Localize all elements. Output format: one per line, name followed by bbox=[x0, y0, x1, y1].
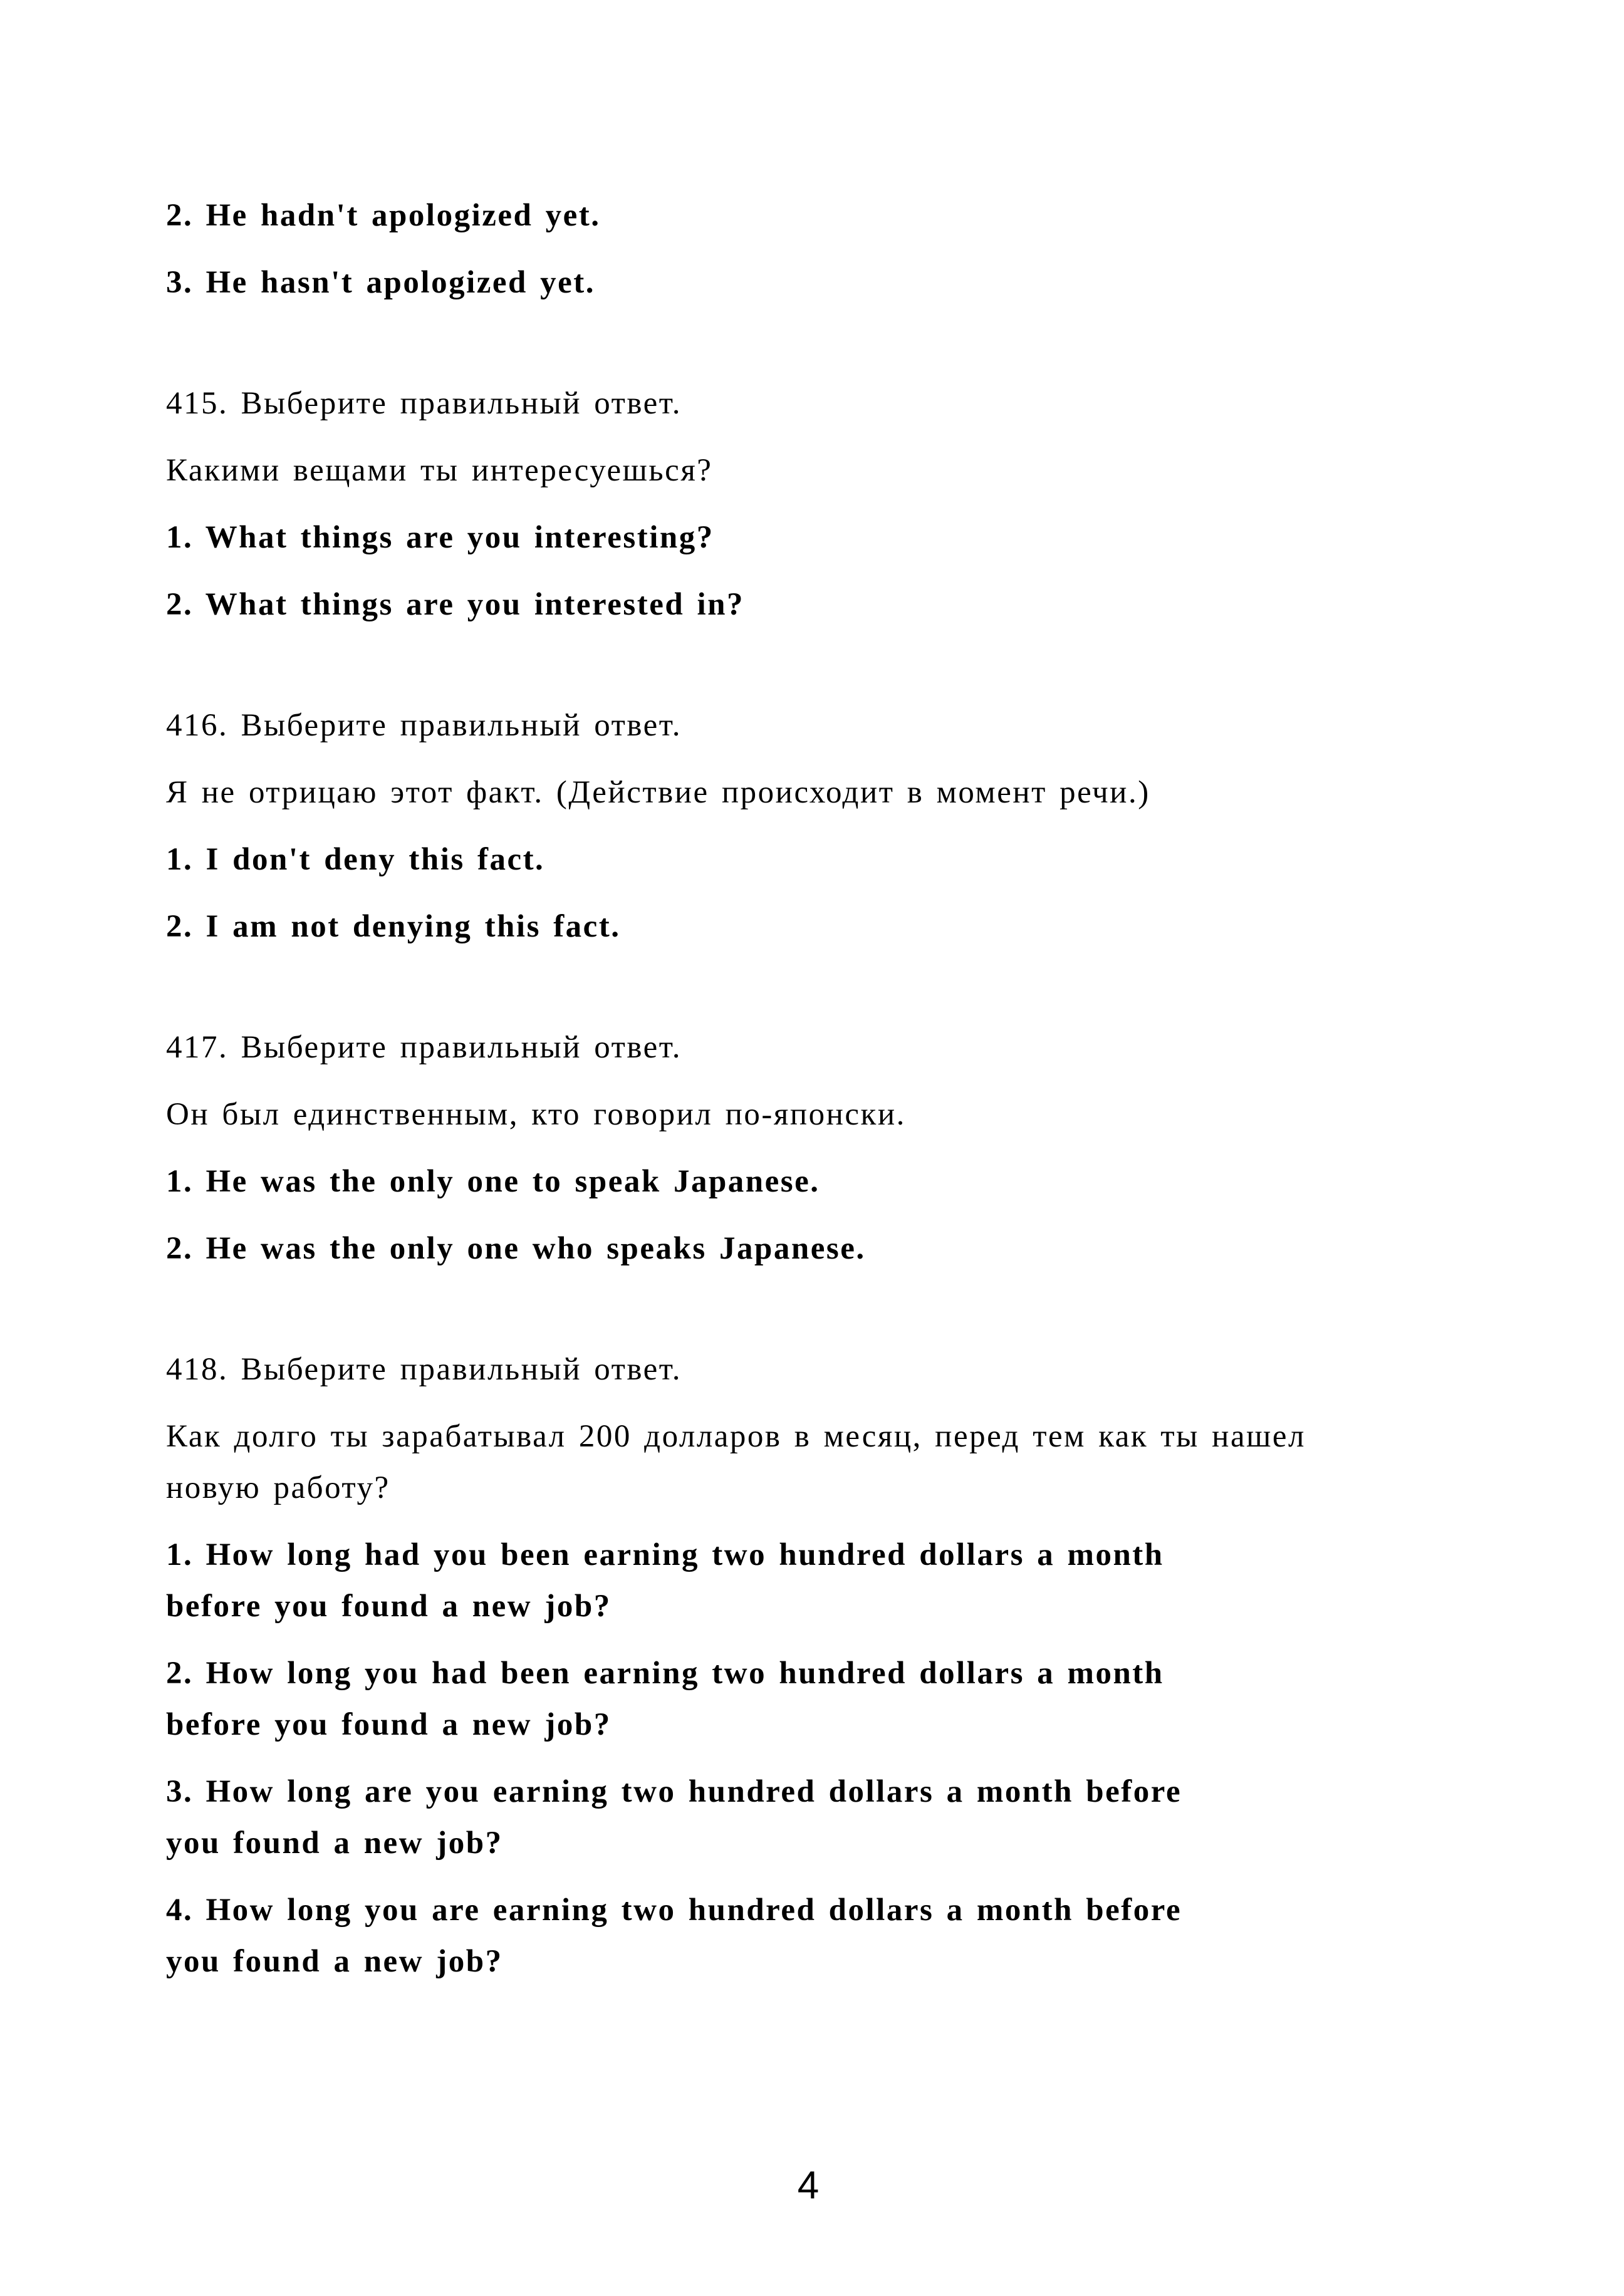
exercise-content bbox=[166, 190, 1588, 2003]
question-prompt bbox=[166, 1411, 1588, 1514]
option-line: 3. How long are you earning two hundred dollars a month before bbox=[166, 1774, 1182, 1809]
answer-option bbox=[166, 1156, 1588, 1207]
option-line: 2. How long you had been earning two hundred dollars a month bbox=[166, 1656, 1164, 1691]
question-prompt bbox=[166, 445, 1588, 496]
option-line: 2. I am not denying this fact. bbox=[166, 909, 621, 944]
option-line: 3. He hasn't apologized yet. bbox=[166, 265, 595, 300]
option-line: before you found a new job? bbox=[166, 1589, 612, 1624]
answer-option bbox=[166, 901, 1588, 952]
answer-option bbox=[166, 190, 1588, 241]
answer-option bbox=[166, 579, 1588, 630]
question-header bbox=[166, 700, 1588, 751]
question-header-line: 416. Выберите правильный ответ. bbox=[166, 708, 682, 743]
page-footer bbox=[0, 2166, 1616, 2205]
option-line: before you found a new job? bbox=[166, 1707, 612, 1742]
prompt-line: Как долго ты зарабатывал 200 долларов в месяц, перед тем как ты нашел bbox=[166, 1419, 1306, 1454]
option-line: 2. He was the only one who speaks Japanese. bbox=[166, 1231, 866, 1266]
option-line: 1. How long had you been earning two hundred dollars a month bbox=[166, 1537, 1164, 1572]
option-line: you found a new job? bbox=[166, 1826, 503, 1861]
answer-option bbox=[166, 1529, 1588, 1632]
page-number: 4 bbox=[797, 2164, 820, 2207]
question-header-line: 415. Выберите правильный ответ. bbox=[166, 386, 682, 421]
answer-option bbox=[166, 1648, 1588, 1750]
question-header bbox=[166, 1344, 1588, 1395]
prompt-line: Он был единственным, кто говорил по-японски. bbox=[166, 1097, 906, 1132]
prompt-line: Какими вещами ты интересуешься? bbox=[166, 453, 713, 488]
prompt-line: новую работу? bbox=[166, 1470, 390, 1505]
option-line: 2. What things are you interested in? bbox=[166, 587, 744, 622]
answer-option bbox=[166, 1884, 1588, 1987]
question-header-line: 418. Выберите правильный ответ. bbox=[166, 1352, 682, 1387]
answer-option bbox=[166, 834, 1588, 885]
question-header-line: 417. Выберите правильный ответ. bbox=[166, 1030, 682, 1065]
answer-option bbox=[166, 257, 1588, 308]
question-prompt bbox=[166, 1089, 1588, 1140]
question-prompt bbox=[166, 767, 1588, 818]
question-header bbox=[166, 1022, 1588, 1073]
option-line: 1. What things are you interesting? bbox=[166, 520, 714, 555]
option-line: 2. He hadn't apologized yet. bbox=[166, 198, 601, 233]
option-line: 1. He was the only one to speak Japanese. bbox=[166, 1164, 820, 1199]
option-line: you found a new job? bbox=[166, 1944, 503, 1979]
option-line: 4. How long you are earning two hundred dollars a month before bbox=[166, 1893, 1182, 1928]
option-line: 1. I don't deny this fact. bbox=[166, 842, 545, 877]
question-header bbox=[166, 378, 1588, 429]
answer-option bbox=[166, 1223, 1588, 1274]
answer-option bbox=[166, 512, 1588, 563]
prompt-line: Я не отрицаю этот факт. (Действие происходит в момент речи.) bbox=[166, 775, 1150, 810]
answer-option bbox=[166, 1766, 1588, 1869]
